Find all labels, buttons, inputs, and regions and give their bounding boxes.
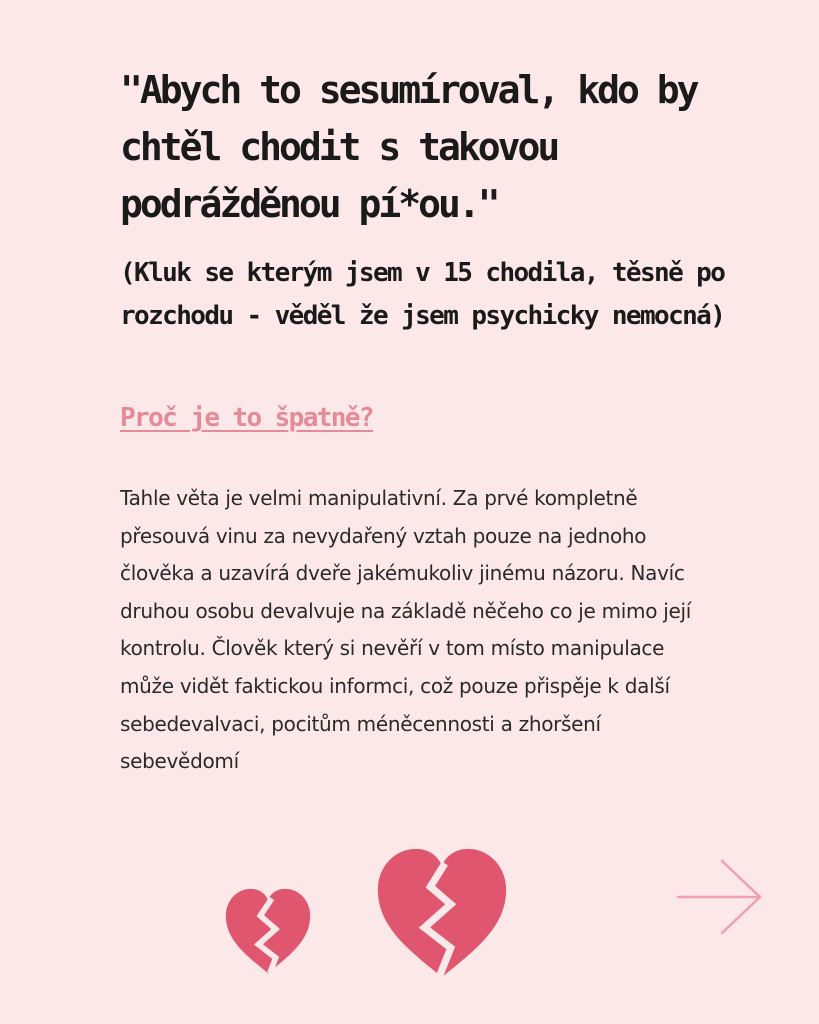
why-wrong-link[interactable]: Proč je to špatně? [120, 403, 373, 433]
arrow-right-icon[interactable] [676, 858, 764, 936]
explanation-text: Tahle věta je velmi manipulativní. Za prvé kompletně přesouvá vinu za nevydařený vztah pouze na jednoho člověka a uzavírá dveře jakémukoliv jinému názoru. Navíc druhou osobu devalvuje na základě něčeho co je mimo její kontrolu. Člověk který si nevěří v tom místo manipulace může vidět faktickou informci, což pouze přispěje k další sebedevalvaci, pocitům méněcennosti a zhoršení sebevědomí [120, 486, 691, 774]
broken-heart-icon [220, 885, 316, 977]
broken-heart-icon [367, 843, 517, 983]
quote-heading: "Abych to sesumíroval, kdo by chtěl chodit s takovou podrážděnou pí*ou." [120, 68, 697, 226]
quote-attribution: (Kluk se kterým jsem v 15 chodila, těsně po rozchodu - věděl že jsem psychicky nemocná) [120, 258, 725, 331]
